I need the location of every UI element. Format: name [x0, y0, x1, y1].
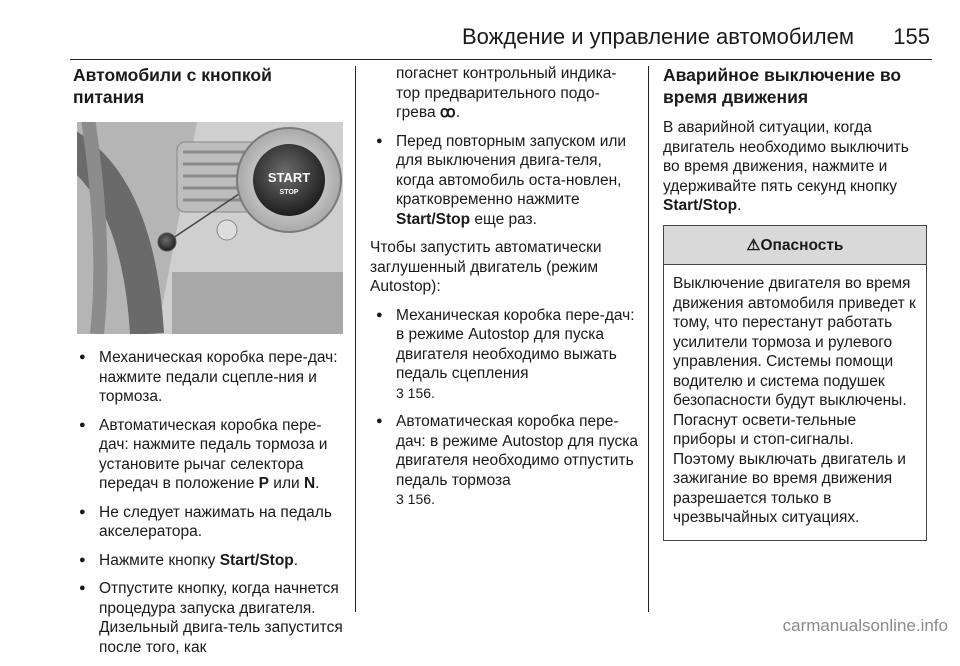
autostop-intro: Чтобы запустить автоматически заглушенный двигатель (режим Autostop):: [370, 239, 602, 295]
page-reference[interactable]: 3 156.: [396, 384, 435, 401]
header-rule: [70, 59, 932, 60]
section-heading-emergency-shutdown: Аварийное выключение во время движения: [663, 65, 902, 107]
glow-plug-icon: ꝏ: [439, 104, 456, 121]
list-item: ● Отпустите кнопку, когда начнется процедура запуска двигателя. Дизельный двига-тель запустится после того, как: [73, 579, 345, 657]
list-item-continuation: погаснет контрольный индика-тор предварительного подо-грева ꝏ.: [396, 65, 617, 121]
header-title: Вождение и управление автомобилем: [461, 24, 854, 49]
watermark: carmanualsonline.info: [782, 616, 948, 635]
warning-text: Выключение двигателя во время движения автомобиля приведет к тому, что перестанут работать усилители тормоза и рулевого управления. Системы помощи водителю и система подушек безопасности будут выключены. Погаснут освети-тельные приборы и стоп-сигналы. Поэтому выключать двигатель и зажигание во время движения разрешается только в чрезвычайных ситуациях.: [673, 275, 916, 526]
list-item: ● Автоматическая коробка пере-дач: нажмите педаль тормоза и установите рычаг селектора передач в положение P или N.: [73, 416, 345, 494]
start-button-photo: [77, 122, 343, 334]
page-number: 155: [893, 24, 930, 49]
warning-icon: ⚠: [746, 236, 761, 254]
emergency-paragraph: В аварийной ситуации, когда двигатель необходимо выключить во время движения, нажмите и удерживайте пять секунд кнопку Start/Stop.: [663, 119, 909, 214]
column-1: [73, 64, 345, 666]
power-start-steps-cont: [370, 64, 638, 229]
list-item: ● Механическая коробка пере-дач: в режиме Autostop для пуска двигателя необходимо выжать педаль сцепления 3 156.: [370, 306, 638, 404]
warning-box: [663, 225, 927, 541]
column-divider-2: [648, 66, 649, 612]
power-start-steps: [73, 348, 345, 657]
page-reference[interactable]: 3 156.: [396, 491, 435, 507]
column-3: [663, 64, 927, 541]
autostop-steps: [370, 306, 638, 510]
section-heading-power-button: Автомобили с кнопкой питания: [73, 65, 272, 107]
page-header: [70, 20, 932, 60]
list-item: ● Нажмите кнопку Start/Stop.: [73, 551, 345, 571]
column-divider-1: [355, 66, 356, 612]
list-item: ● Не следует нажимать на педаль акселератора.: [73, 503, 345, 542]
list-item: ● Перед повторным запуском или для выключения двига-теля, когда автомобиль оста-новлен, кратковременно нажмите Start/Stop еще раз.: [370, 132, 638, 230]
start-label: START: [267, 170, 311, 185]
warning-title: Опасность: [760, 236, 844, 254]
column-2: [370, 64, 638, 519]
list-item: ● Автоматическая коробка пере-дач: в режиме Autostop для пуска двигателя необходимо отпустить педаль тормоза 3 156.: [370, 412, 638, 510]
warning-header: [664, 226, 926, 266]
stop-label: STOP: [279, 189, 299, 196]
list-item: ● Механическая коробка пере-дач: нажмите педали сцепле-ния и тормоза.: [73, 348, 345, 407]
